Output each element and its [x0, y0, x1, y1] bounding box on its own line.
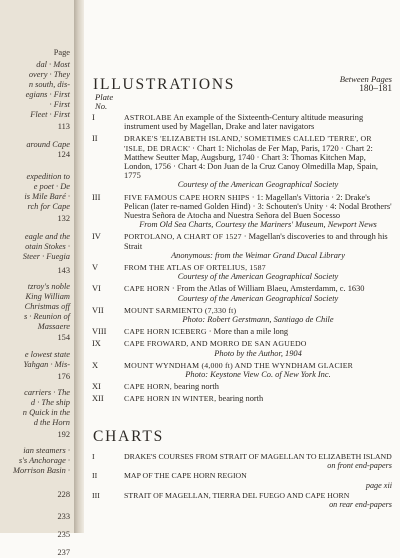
- plate-number: X: [92, 360, 99, 370]
- chart-title: MAP OF THE CAPE HORN REGION: [124, 471, 247, 481]
- plate-entry: [92, 394, 392, 403]
- plate-description: [124, 306, 392, 324]
- plate-text: bearing north: [171, 382, 219, 392]
- left-page-line: e lowest state: [24, 350, 70, 359]
- plate-number: XI: [92, 382, 101, 392]
- left-page-line: Yahgan · Mis-: [23, 360, 70, 369]
- plate-title: CAPE HORN ICEBERG: [124, 327, 207, 337]
- plate-number: IV: [92, 232, 101, 242]
- left-page-line: 154: [57, 333, 70, 342]
- plate-description: [124, 394, 392, 403]
- plate-title: CAPE FROWARD, AND MORRO DE SAN AGUEDO: [124, 339, 307, 349]
- chart-page: on front end-papers: [327, 461, 392, 471]
- plate-entry: [92, 193, 392, 230]
- plate-entry: [92, 284, 392, 302]
- plate-credit: Photo: Keystone View Co. of New York Inc.: [185, 370, 331, 380]
- left-page-line: 124: [57, 150, 70, 159]
- plate-title: FIVE FAMOUS CAPE HORN SHIPS: [124, 192, 250, 202]
- plate-description: [124, 134, 392, 189]
- plate-credit: From Old Sea Charts, Courtesy the Mariners' Museum, Newport News: [139, 220, 377, 230]
- plate-entry: [92, 361, 392, 379]
- plate-title: CAPE HORN,: [124, 382, 172, 392]
- chart-title: DRAKE'S COURSES FROM STRAIT OF MAGELLAN TO ELIZABETH ISLAND: [124, 452, 392, 461]
- chart-entry: [92, 491, 392, 509]
- left-page-line: King William: [25, 292, 70, 301]
- left-page-line: rch for Cape: [27, 202, 70, 211]
- left-page-line: 228: [57, 490, 70, 499]
- left-page-line: eagle and the: [24, 232, 70, 241]
- no-label: No.: [95, 101, 108, 112]
- left-page-line: tzroy's noble: [27, 282, 70, 291]
- left-page-line: 132: [57, 214, 70, 223]
- left-page-line: Fleet · First: [30, 110, 70, 119]
- left-page-line: around Cape: [26, 140, 70, 149]
- chart-page: on rear end-papers: [329, 500, 392, 510]
- plate-text: An example of the Sixteenth-Century altitude measuring instrument used by Magellan, Drake and later navigators: [124, 113, 364, 132]
- charts-section: [92, 428, 392, 510]
- left-page-line: 233: [57, 512, 70, 521]
- plate-credit: Courtesy of the American Geographical Society: [177, 272, 339, 282]
- left-page-line: 176: [57, 372, 70, 381]
- left-page-line: 113: [57, 122, 70, 131]
- illustrations-heading: ILLUSTRATIONS: [93, 76, 236, 93]
- plate-number: VII: [92, 305, 104, 315]
- plate-number: XII: [92, 394, 104, 404]
- plate-credit: Photo by the Author, 1904: [214, 348, 302, 358]
- plate-title: MOUNT SARMIENTO (7,330 ft): [124, 305, 237, 315]
- plate-entry: [92, 306, 392, 324]
- plate-credit: Photo: Robert Gerstmann, Santiago de Chile: [182, 315, 334, 325]
- left-page-line: d the Horn: [33, 418, 70, 427]
- plate-text: · 1: Magellan's Vittoria · 2: Drake's Pelican (later re-named Golden Hind) · 3: Schouten's Unity · 4: Nodal Brothers' Nuestra Señora de Atocha and Nuestra Señora del Buen Socesso: [124, 192, 392, 221]
- plate-credit: Courtesy of the American Geographical Society: [177, 180, 339, 190]
- left-page-line: overy · They: [28, 70, 70, 79]
- chart-number: II: [92, 471, 98, 481]
- plate-number: II: [92, 134, 98, 144]
- chart-title: STRAIT OF MAGELLAN, TIERRA DEL FUEGO AND CAPE HORN: [124, 490, 350, 500]
- left-page: [0, 0, 74, 557]
- left-page-line: expedition to: [26, 172, 70, 181]
- plate-title: MOUNT WYNDHAM (4,000 ft) AND THE WYNDHAM GLACIER: [124, 360, 354, 370]
- plate-text: bearing north: [216, 394, 264, 404]
- chart-number: I: [92, 452, 95, 461]
- plate-label: Plate: [95, 92, 114, 102]
- left-page-line: s's Anchorage ·: [18, 456, 70, 465]
- chart-page: page xii: [365, 480, 392, 490]
- plate-description: [124, 284, 392, 302]
- left-page-line: Morrison Basin ·: [12, 466, 70, 475]
- plate-number: I: [92, 113, 95, 122]
- left-page-line: Steer · Fuegia: [22, 252, 70, 261]
- left-page-line: Page: [53, 48, 70, 57]
- plate-text: · More than a mile long: [206, 327, 289, 337]
- left-page-line: 143: [57, 266, 70, 275]
- left-page-line: e poet · De: [33, 182, 70, 191]
- plate-title: FROM THE ATLAS OF ORTELIUS, 1587: [124, 263, 266, 273]
- plate-credit: Courtesy of the American Geographical Society: [177, 293, 339, 303]
- left-page-line: · First: [49, 100, 70, 109]
- chart-entry: [92, 452, 392, 470]
- left-page-line: 235: [57, 530, 70, 539]
- plate-description: [124, 339, 392, 357]
- plate-description: [124, 193, 392, 230]
- chart-description: [124, 452, 392, 470]
- charts-heading: CHARTS: [93, 428, 165, 445]
- left-page-line: otain Stokes ·: [25, 242, 70, 251]
- plate-number-header: [95, 93, 113, 111]
- left-page-line: 237: [57, 548, 70, 557]
- chart-number: III: [92, 490, 100, 500]
- left-page-line: 192: [57, 430, 70, 439]
- plate-description: [124, 263, 392, 281]
- plate-title: PORTOLANO, A CHART OF 1527: [124, 232, 242, 242]
- left-page-line: n Quick in the: [22, 408, 70, 417]
- plate-title: CAPE HORN: [124, 284, 170, 294]
- left-page-line: s · Reunion of: [23, 312, 70, 321]
- plate-entry: [92, 113, 392, 131]
- plate-entry: [92, 134, 392, 189]
- plate-number: VI: [92, 284, 101, 294]
- between-pages-header: [340, 74, 392, 94]
- plate-number: IX: [92, 339, 101, 349]
- plate-number: III: [92, 192, 101, 202]
- chart-description: [124, 491, 392, 509]
- plate-title: ASTROLABE: [124, 113, 172, 122]
- plate-description: [124, 327, 392, 336]
- left-page-line: Christmas off: [24, 302, 70, 311]
- chart-description: [124, 471, 392, 489]
- plate-credit: Anonymous: from the Weimar Grand Ducal Library: [171, 250, 345, 260]
- plate-text: · Chart 1: Nicholas de Fer Map, Paris, 1720 · Chart 2: Matthew Seutter Map, Augsburg, 1740 · Chart 3: Thomas Kitchen Map, London, 1756 · Chart 4: Don Juan de la Cruz Canoy Olmedilla Map, Spain, 1775: [124, 143, 379, 181]
- left-page-line: egians · First: [25, 90, 70, 99]
- plate-title: DRAKE'S 'ELIZABETH ISLAND,' SOMETIMES CALLED 'TERRE', OR 'ISLE, DE DRACK': [124, 134, 372, 153]
- left-page-line: dal · Most: [36, 60, 70, 69]
- left-page-line: n south, dis-: [28, 80, 70, 89]
- plate-description: [124, 382, 392, 391]
- plate-entry: [92, 382, 392, 391]
- plate-number: V: [92, 263, 99, 273]
- plate-description: [124, 113, 392, 131]
- right-page: [84, 0, 400, 533]
- plate-number: VIII: [92, 327, 107, 337]
- left-page-line: Massaere: [37, 322, 70, 331]
- plate-entry: [92, 339, 392, 357]
- between-pages-value: 180–181: [359, 84, 392, 94]
- between-pages-label: Between Pages: [339, 74, 392, 84]
- plate-description: [124, 232, 392, 260]
- plate-entry: [92, 327, 392, 336]
- left-page-line: is Mile Baré ·: [24, 192, 70, 201]
- plate-text: · From the Atlas of William Blaeu, Amsterdamm, c. 1630: [169, 284, 365, 294]
- charts-list: [92, 452, 392, 509]
- plate-entry: [92, 232, 392, 260]
- chart-entry: [92, 471, 392, 489]
- illustrations-list: [92, 113, 392, 407]
- plate-entry: [92, 263, 392, 281]
- plate-text: · Magellan's discoveries to and through his Strait: [124, 232, 388, 251]
- book-gutter: [74, 0, 84, 533]
- plate-title: CAPE HORN IN WINTER,: [124, 394, 217, 404]
- left-page-line: d · The ship: [30, 398, 70, 407]
- left-page-line: carriers · The: [24, 388, 70, 397]
- plate-description: [124, 361, 392, 379]
- left-page-line: ian steamers ·: [23, 446, 70, 455]
